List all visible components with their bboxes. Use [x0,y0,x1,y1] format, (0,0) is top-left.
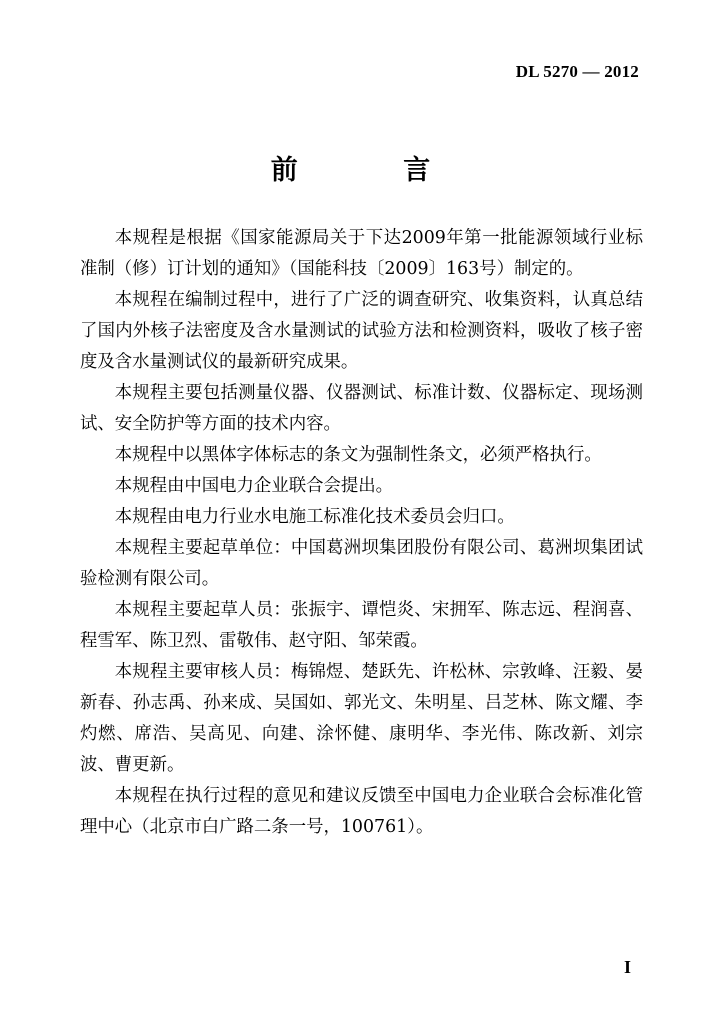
page-title: 前 言 [270,155,479,186]
paragraph-contents: 本规程主要包括测量仪器、仪器测试、标准计数、仪器标定、现场测试、安全防护等方面的技术内容。 [80,383,643,434]
paragraph-administrator: 本规程由电力行业水电施工标准化技术委员会归口。 [114,507,515,527]
paragraph-drafters: 本规程主要起草人员：张振宇、谭恺炎、宋拥军、陈志远、程润喜、程雪军、陈卫烈、雷敬伟、赵守阳、邹荣霞。 [80,600,643,651]
paragraph-proposer: 本规程由中国电力企业联合会提出。 [114,476,394,496]
paragraph-mandatory: 本规程中以黑体字体标志的条文为强制性条文，必须严格执行。 [114,445,602,465]
page-number: I [623,957,631,977]
paragraph-reviewers: 本规程主要审核人员：梅锦煜、楚跃先、许松林、宗敦峰、汪毅、晏新春、孙志禹、孙来成、吴国如、郭光文、朱明星、吕芝林、陈文耀、李灼燃、席浩、吴高见、向建、涂怀健、康明华、李光伟、陈改新、刘宗波、曹更新。 [80,662,643,775]
paragraph-feedback: 本规程在执行过程的意见和建议反馈至中国电力企业联合会标准化管理中心（北京市白广路二条一号，100761）。 [80,786,643,837]
preface-body [80,223,643,843]
paragraph-compilation: 本规程在编制过程中，进行了广泛的调查研究、收集资料，认真总结了国内外核子法密度及含水量测试的试验方法和检测资料，吸收了核子密度及含水量测试仪的最新研究成果。 [80,290,643,372]
paragraph-drafting-units: 本规程主要起草单位：中国葛洲坝集团股份有限公司、葛洲坝集团试验检测有限公司。 [80,538,643,589]
paragraph-basis: 本规程是根据《国家能源局关于下达2009年第一批能源领域行业标准制（修）订计划的通知》（国能科技〔2009〕163号）制定的。 [80,228,643,279]
document-code: DL 5270 — 2012 [515,62,639,81]
